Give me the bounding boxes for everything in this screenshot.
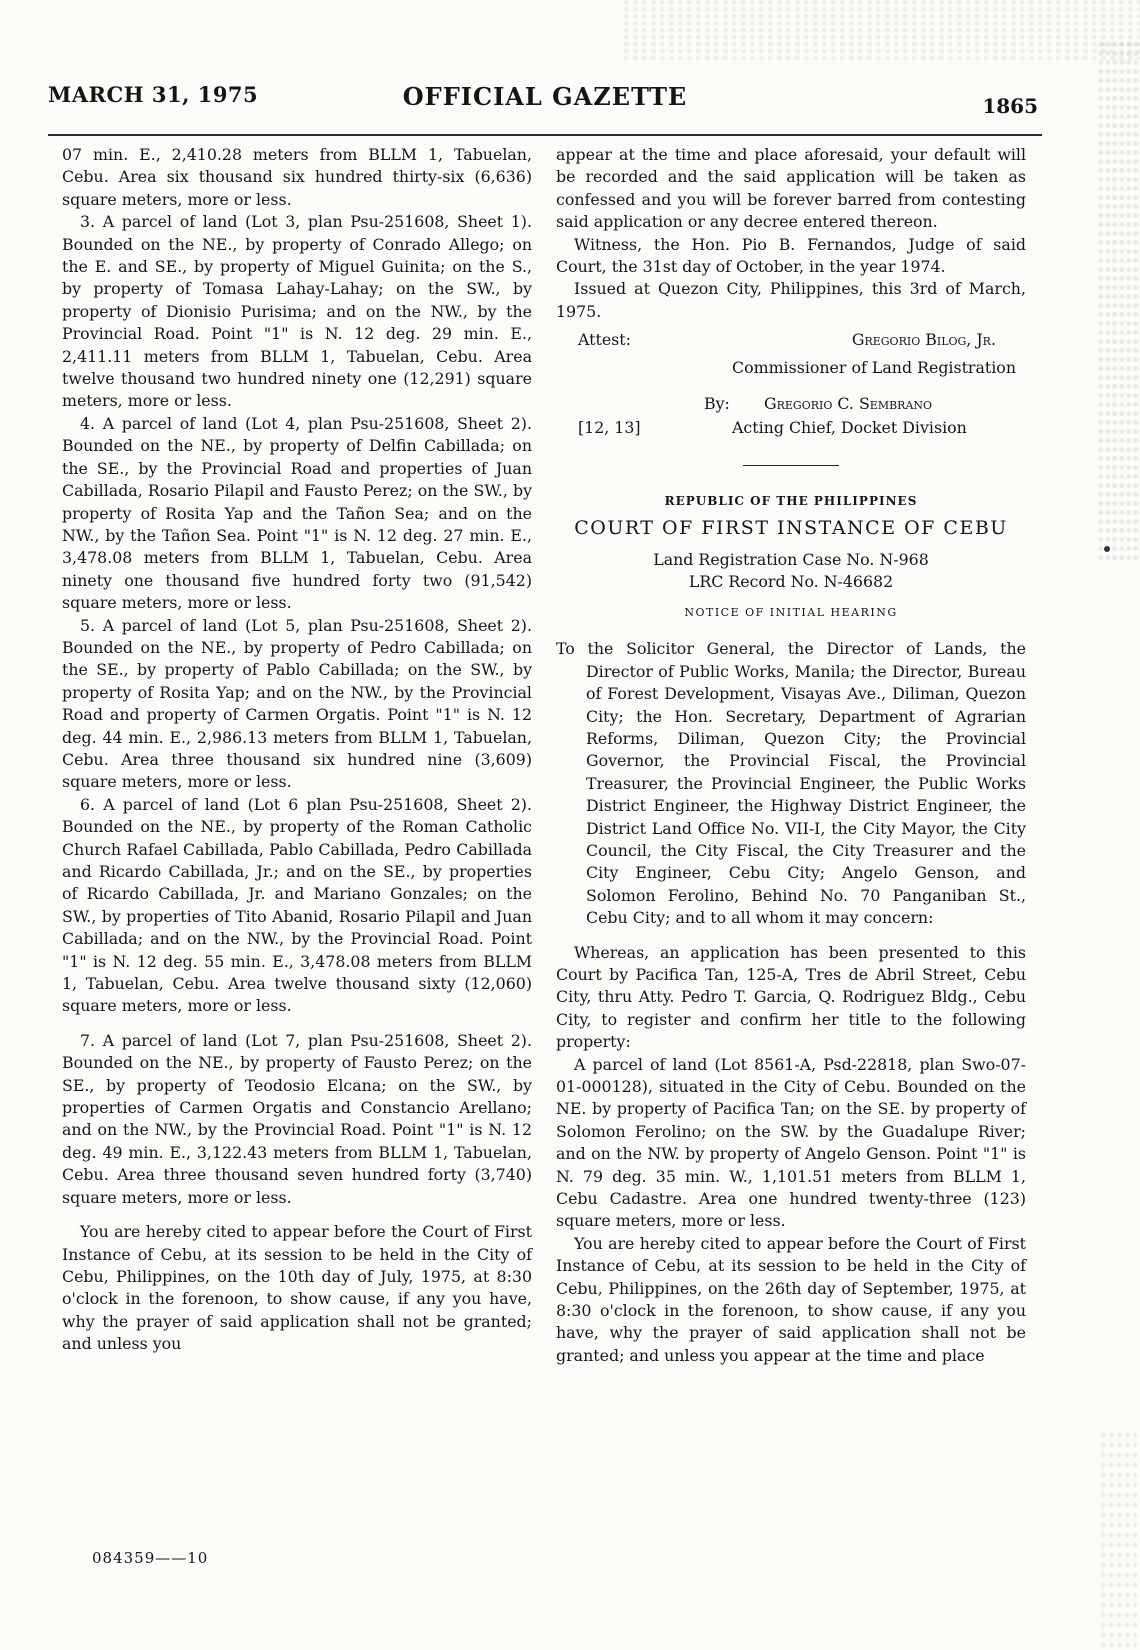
lot-6-paragraph: 6. A parcel of land (Lot 6 plan Psu-251608, Sheet 2). Bounded on the NE., by property of the Roman Catholic Church Rafael Cabillada, Pablo Cabillada, Pedro Cabillada and Ricardo Cabillada, Jr.; and on the SE., by properties of Ricardo Cabillada, Jr. and Mariano Gonzales; on the SW., by properties of Tito Abanid, Rosario Pilapil and Juan Cabillada; and on the NW., by the Provincial Road. Point "1" is N. 12 deg. 55 min. E., 3,478.08 meters from BLLM 1, Tabuelan, Cebu. Area twelve thousand sixty (12,060) square meters, more or less. — [62, 794, 532, 1016]
court-heading: COURT OF FIRST INSTANCE OF CEBU — [574, 516, 1008, 539]
property-paragraph: A parcel of land (Lot 8561-A, Psd-22818, plan Swo-07-01-000128), situated in the City of Cebu. Bounded on the NE. by property of Pacifica Tan; on the SE. by property of Solomon Ferolino; on the SW. by the Guadalupe River; and on the NW. by property of Angelo Genson. Point "1" is N. 79 deg. 35 min. W., 1,101.51 meters from BLLM 1, Cebu Cadastre. Area one hundred twenty-three (123) square meters, more or less. — [556, 1054, 1026, 1231]
by-title: Acting Chief, Docket Division — [732, 418, 967, 438]
by-name: Gregorio C. Sembrano — [764, 394, 933, 414]
citation-paragraph: You are hereby cited to appear before the Court of First Instance of Cebu, at its session to be held in the City of Cebu, Philippines, on the 10th day of July, 1975, at 8:30 o'clock in the forenoon, to show cause, if any you have, why the prayer of said application shall not be granted; and unless you — [62, 1222, 532, 1354]
record-number: LRC Record No. N-46682 — [688, 572, 894, 592]
by-label: By: — [704, 394, 730, 414]
page-number: 1865 — [982, 94, 1038, 118]
scan-speckle-bottom — [1100, 1430, 1140, 1650]
section-divider — [743, 465, 839, 466]
scan-speckle-right — [1098, 40, 1140, 560]
right-column — [556, 144, 1026, 1367]
header-date: MARCH 31, 1975 — [48, 82, 259, 107]
whereas-paragraph: Whereas, an application has been presented to this Court by Pacifica Tan, 125-A, Tres de Abril Street, Cebu City, thru Atty. Pedro T. Garcia, Q. Rodriguez Bldg., Cebu City, to register and confirm her title to the following property: — [556, 942, 1026, 1052]
republic-heading: REPUBLIC OF THE PHILIPPINES — [664, 494, 918, 509]
margin-mark — [1104, 546, 1110, 552]
default-paragraph: appear at the time and place aforesaid, your default will be recorded and the said application will be taken as confessed and you will be forever barred from contesting said application or any decree entered thereon. — [556, 145, 1026, 232]
header-rule — [48, 134, 1042, 136]
notice-heading: NOTICE OF INITIAL HEARING — [684, 605, 898, 619]
attest-label: Attest: — [578, 330, 631, 350]
print-code: 084359——10 — [92, 1549, 209, 1567]
scan-speckle-top — [620, 0, 1140, 60]
header-title: OFFICIAL GAZETTE — [402, 82, 688, 111]
page-header — [48, 80, 1042, 116]
lot-5-paragraph: 5. A parcel of land (Lot 5, plan Psu-251608, Sheet 2). Bounded on the NE., by property of Pedro Cabillada; on the SE., by property of Pablo Cabillada; on the SW., by property of Rosita Yap; and on the NW., by the Provincial Road and property of Carmen Orgatis. Point "1" is N. 12 deg. 44 min. E., 2,986.13 meters from BLLM 1, Tabuelan, Cebu. Area three thousand six hundred nine (3,609) square meters, more or less. — [62, 615, 532, 792]
case-number: Land Registration Case No. N-968 — [653, 550, 929, 570]
attest-name: Gregorio Bilog, Jr. — [851, 330, 996, 350]
signatory-block — [556, 393, 1026, 447]
issued-paragraph: Issued at Quezon City, Philippines, this 3rd of March, 1975. — [556, 279, 1026, 321]
lot-3-paragraph: 3. A parcel of land (Lot 3, plan Psu-251608, Sheet 1). Bounded on the NE., by property of Conrado Allego; on the E. and SE., by property of Miguel Guinita; on the S., by property of Tomasa Lahay-Lahay; on the SW., by property of Dionisio Purisima; and on the NW., by the Provincial Road. Point "1" is N. 12 deg. 29 min. E., 2,411.11 meters from BLLM 1, Tabuelan, Cebu. Area twelve thousand two hundred ninety one (12,291) square meters, more or less. — [62, 212, 532, 411]
lot-4-paragraph: 4. A parcel of land (Lot 4, plan Psu-251608, Sheet 2). Bounded on the NE., by property of Delfin Cabillada; on the SE., by the Provincial Road and properties of Juan Cabillada, Rosario Pilapil and Fausto Perez; on the SW., by property of Rosita Yap and the Tañon Sea; and on the NW., by the Tañon Sea. Point "1" is N. 12 deg. 27 min. E., 3,478.08 meters from BLLM 1, Tabuelan, Cebu. Area ninety one thousand five hundred forty two (91,542) square meters, more or less. — [62, 413, 532, 613]
issue-reference: [12, 13] — [578, 418, 641, 438]
addressees-paragraph: To the Solicitor General, the Director of Lands, the Director of Public Works, Manila; the Director, Bureau of Forest Development, Visayas Ave., Diliman, Quezon City; the Hon. Secretary, Department of Agrarian Reforms, Diliman, Quezon City; the Provincial Governor, the Provincial Fiscal, the Provincial Treasurer, the Provincial Engineer, the Public Works District Engineer, the Highway District Engineer, the District Land Office No. VII-I, the City Mayor, the City Council, the City Fiscal, the City Treasurer and the City Engineer, Cebu City; Angelo Genson, and Solomon Ferolino, Behind No. 70 Panganiban St., Cebu City; and to all whom it may concern: — [556, 639, 1026, 928]
hearing-paragraph: You are hereby cited to appear before the Court of First Instance of Cebu, at its session to be held in the City of Cebu, Philippines, on the 26th day of September, 1975, at 8:30 o'clock in the forenoon, to show cause, if any you have, why the prayer of said application shall not be granted; and unless you appear at the time and place — [556, 1233, 1026, 1365]
witness-paragraph: Witness, the Hon. Pio B. Fernandos, Judge of said Court, the 31st day of October, in the year 1974. — [556, 234, 1026, 277]
attest-block — [556, 329, 1026, 393]
left-column — [62, 144, 532, 1356]
lot-7-paragraph: 7. A parcel of land (Lot 7, plan Psu-251608, Sheet 2). Bounded on the NE., by property of Fausto Perez; on the SE., by property of Teodosio Elcana; on the SW., by properties of Carmen Orgatis and Constancio Arellano; and on the NW., by the Provincial Road. Point "1" is N. 12 deg. 49 min. E., 3,122.43 meters from BLLM 1, Tabuelan, Cebu. Area three thousand seven hundred forty (3,740) square meters, more or less. — [62, 1030, 532, 1207]
attest-title: Commissioner of Land Registration — [732, 358, 1016, 378]
lot-2-continuation: 07 min. E., 2,410.28 meters from BLLM 1, Tabuelan, Cebu. Area six thousand six hundred thirty-six (6,636) square meters, more or less. — [62, 145, 532, 209]
